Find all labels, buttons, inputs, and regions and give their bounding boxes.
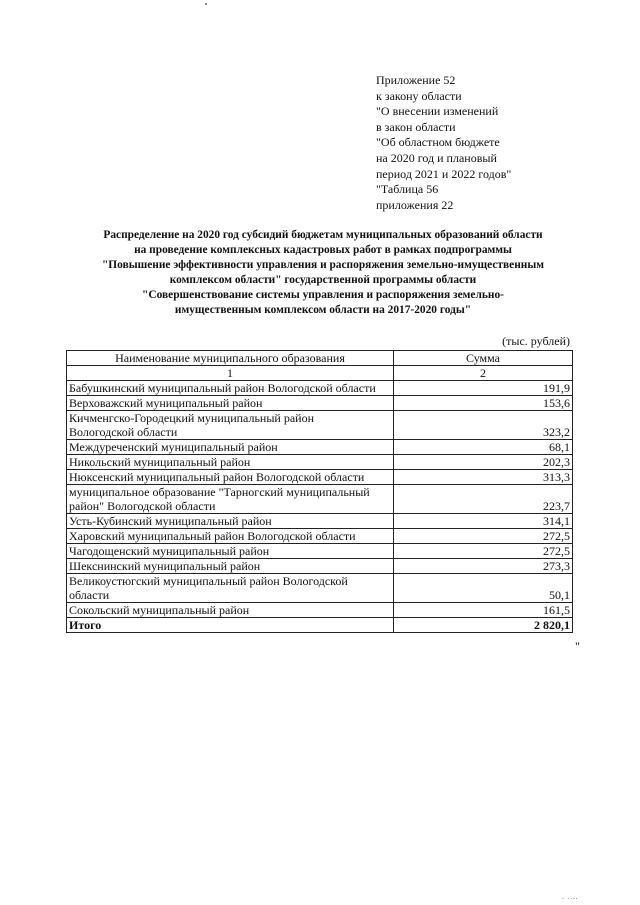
- table-row: [67, 514, 573, 529]
- title-line: на проведение комплексных кадастровых работ в рамках подпрограммы: [134, 244, 512, 256]
- amount: 153,6: [394, 396, 573, 411]
- total-label: Итого: [67, 618, 394, 633]
- amount: 191,9: [394, 381, 573, 396]
- amount: 223,7: [394, 485, 573, 514]
- title-line: комплексом области" государственной программы области: [169, 274, 477, 286]
- table-row: [67, 455, 573, 470]
- total-row: [67, 618, 573, 633]
- subsidy-table: [66, 350, 573, 633]
- amount: 272,5: [394, 529, 573, 544]
- table-row: [67, 440, 573, 455]
- municipality-name: Нюксенский муниципальный район Вологодской области: [67, 470, 394, 485]
- appendix-line: "О внесении изменений: [376, 104, 499, 119]
- appendix-line: период 2021 и 2022 годов": [376, 166, 512, 181]
- table-row: [67, 603, 573, 618]
- municipality-name: Никольский муниципальный район: [67, 455, 394, 470]
- appendix-line: Приложение 52: [376, 73, 456, 87]
- table-row: [67, 544, 573, 559]
- municipality-name: Междуреченский муниципальный район: [67, 440, 394, 455]
- table-row: [67, 381, 573, 396]
- amount: 273,3: [394, 559, 573, 574]
- municipality-name: муниципальное образование "Тарногский муниципальный район" Вологодской области: [67, 485, 394, 514]
- municipality-name: Бабушкинский муниципальный район Вологодской области: [67, 381, 394, 396]
- amount: 161,5: [394, 603, 573, 618]
- title-line: "Совершенствование системы управления и распоряжения земельно-: [142, 289, 504, 301]
- document-title: [60, 228, 586, 318]
- municipality-name: Чагодощенский муниципальный район: [67, 544, 394, 559]
- column-number-row: [67, 366, 573, 381]
- unit-label: (тыс. рублей): [502, 334, 570, 348]
- amount: 68,1: [394, 440, 573, 455]
- appendix-line: приложения 22: [376, 197, 454, 212]
- amount: 272,5: [394, 544, 573, 559]
- municipality-name: Верховажский муниципальный район: [67, 396, 394, 411]
- table-row: [67, 559, 573, 574]
- appendix-block: [376, 73, 576, 213]
- municipality-name: Харовский муниципальный район Вологодской области: [67, 529, 394, 544]
- municipality-name: Шекснинский муниципальный район: [67, 559, 394, 574]
- amount: 313,3: [394, 470, 573, 485]
- col-number: 2: [394, 366, 573, 381]
- amount: 50,1: [394, 574, 573, 603]
- amount: 202,3: [394, 455, 573, 470]
- appendix-line: на 2020 год и плановый: [376, 150, 497, 165]
- appendix-line: к закону области: [376, 88, 462, 103]
- header-sum: Сумма: [394, 351, 573, 366]
- municipality-name: Усть-Кубинский муниципальный район: [67, 514, 394, 529]
- closing-quote: ": [575, 639, 580, 653]
- municipality-name: Великоустюгский муниципальный район Вологодской области: [67, 574, 394, 603]
- table-row: [67, 470, 573, 485]
- amount: 323,2: [394, 411, 573, 440]
- scan-dot: [205, 3, 207, 5]
- appendix-line: "Таблица 56: [376, 182, 439, 197]
- title-line: имущественным комплексом области на 2017-2020 годы": [174, 304, 472, 316]
- total-amount: 2 820,1: [394, 618, 573, 633]
- table-row: [67, 411, 573, 440]
- table-row: [67, 529, 573, 544]
- table-header-row: [67, 351, 573, 366]
- table-row: [67, 574, 573, 603]
- title-line: "Повышение эффективности управления и распоряжения земельно-имущественным: [101, 259, 544, 271]
- municipality-name: Кичменгско-Городецкий муниципальный район Вологодской области: [67, 411, 394, 440]
- title-line: Распределение на 2020 год субсидий бюджетам муниципальных образований области: [103, 229, 543, 241]
- appendix-line: в закон области: [376, 119, 456, 134]
- amount: 314,1: [394, 514, 573, 529]
- footer-scan-mark: . ....: [562, 893, 579, 901]
- municipality-name: Сокольский муниципальный район: [67, 603, 394, 618]
- table-row: [67, 396, 573, 411]
- appendix-line: "Об областном бюджете: [376, 135, 500, 150]
- header-name: Наименование муниципального образования: [67, 351, 394, 366]
- col-number: 1: [67, 366, 394, 381]
- table-row: [67, 485, 573, 514]
